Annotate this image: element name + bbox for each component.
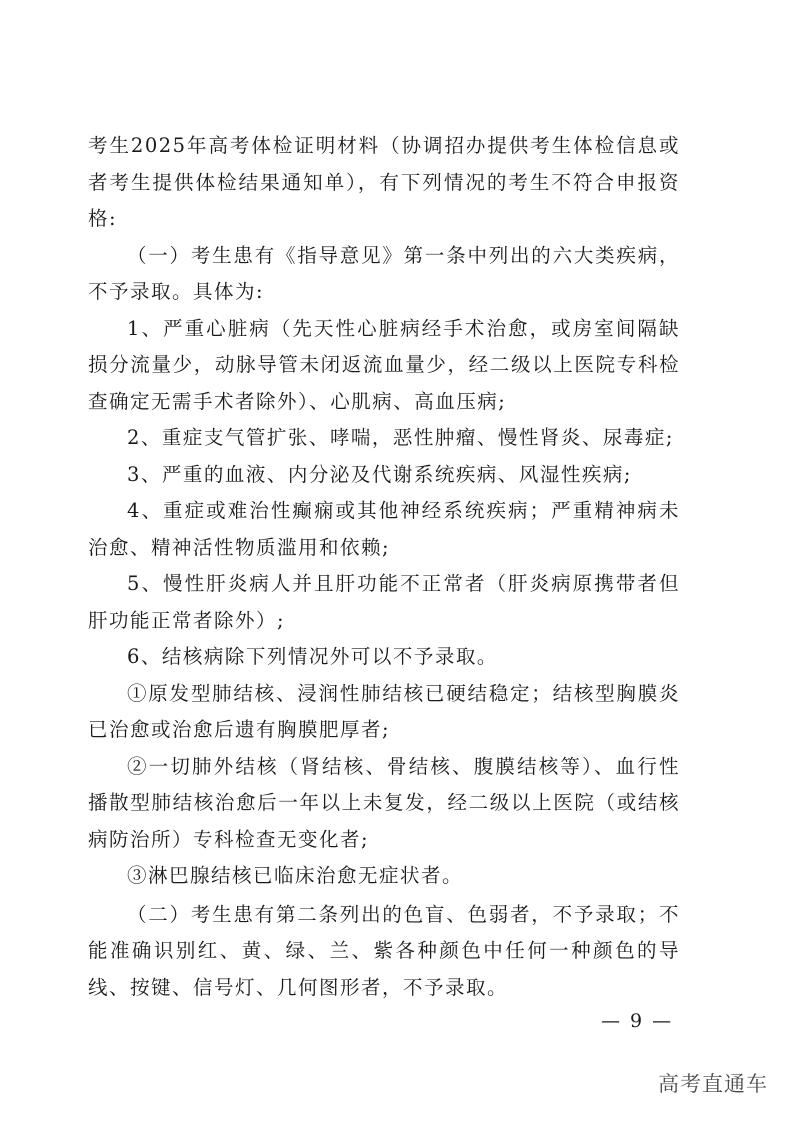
page-number: — 9 — <box>601 1010 674 1032</box>
paragraph-item-3: 3、严重的血液、内分泌及代谢系统疾病、风湿性疾病; <box>127 462 632 486</box>
watermark: 高考直通车 <box>658 1072 768 1096</box>
paragraph-section-two: （二）考生患有第二条列出的色盲、色弱者，不予录取；不能准确识别红、黄、绿、兰、紫各种颜色中任何一种颜色的导线、按键、信号灯、几何图形者，不予录取。 <box>88 902 680 999</box>
paragraph-section-one: （一）考生患有《指导意见》第一条中列出的六大类疾病，不予录取。具体为: <box>88 243 680 303</box>
paragraph-item-6: 6、结核病除下列情况外可以不予录取。 <box>127 645 498 668</box>
paragraph-item-5: 5、慢性肝炎病人并且肝功能不正常者（肝炎病原携带者但肝功能正常者除外）; <box>88 572 680 632</box>
document-body <box>88 128 680 1006</box>
paragraph-intro: 考生2025年高考体检证明材料（协调招办提供考生体检信息或者考生提供体检结果通知单），有下列情况的考生不符合申报资格: <box>88 134 680 230</box>
paragraph-subitem-3: ③淋巴腺结核已临床治愈无症状者。 <box>127 864 464 887</box>
paragraph-item-1: 1、严重心脏病（先天性心脏病经手术治愈，或房室间隔缺损分流量少，动脉导管未闭返流血量少，经二级以上医院专科检查确定无需手术者除外）、心肌病、高血压病; <box>88 316 680 413</box>
paragraph-subitem-1: ①原发型肺结核、浸润性肺结核已硬结稳定；结核型胸膜炎已治愈或治愈后遗有胸膜肥厚者; <box>88 681 680 741</box>
paragraph-item-2: 2、重症支气管扩张、哮喘，恶性肿瘤、慢性肾炎、尿毒症; <box>127 426 674 449</box>
paragraph-item-4: 4、重症或难治性癫痫或其他神经系统疾病；严重精神病未治愈、精神活性物质滥用和依赖; <box>88 499 680 559</box>
paragraph-subitem-2: ②一切肺外结核（肾结核、骨结核、腹膜结核等）、血行性播散型肺结核治愈后一年以上未复发，经二级以上医院（或结核病防治所）专科检查无变化者; <box>88 754 680 851</box>
